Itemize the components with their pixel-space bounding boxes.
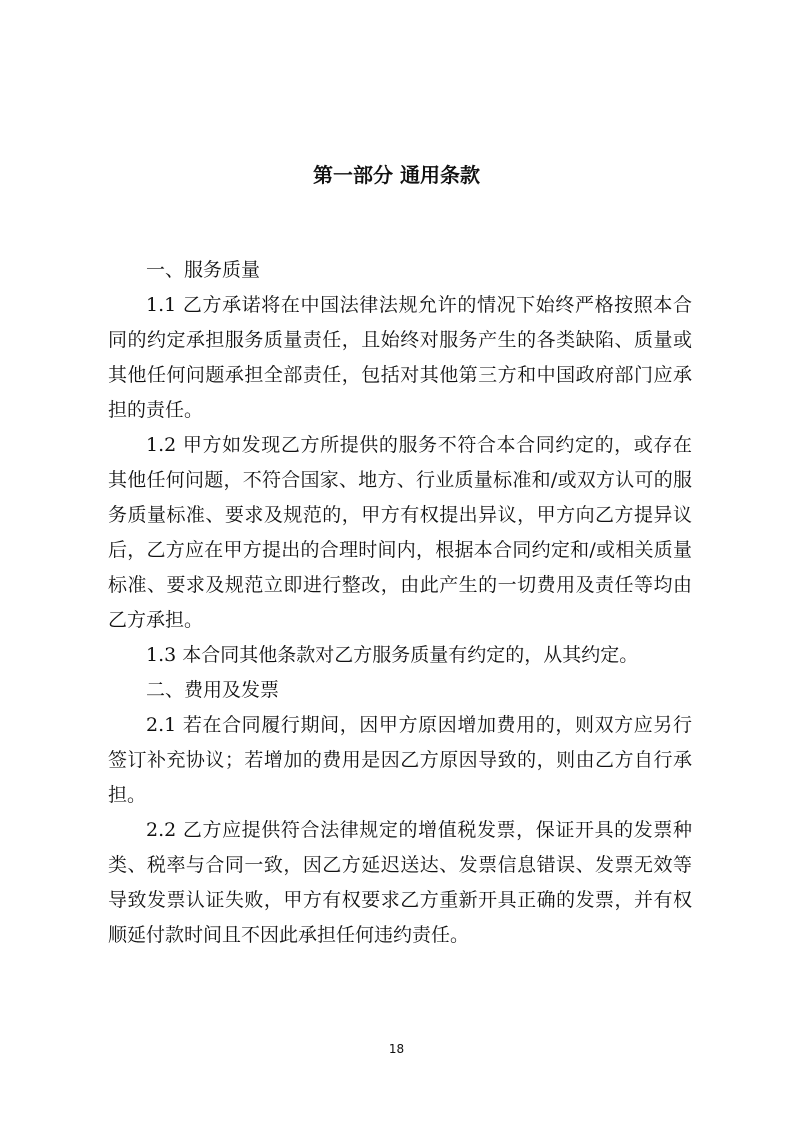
document-body	[108, 253, 692, 953]
page-title: 第一部分 通用条款	[313, 163, 480, 187]
section-heading-service-quality: 一、服务质量	[146, 259, 261, 281]
page-number: 18	[388, 1042, 405, 1056]
clause-1-3: 1.3 本合同其他条款对乙方服务质量有约定的，从其约定。	[146, 644, 639, 666]
section-heading-fees-invoices: 二、费用及发票	[146, 679, 280, 701]
clause-1-2: 1.2 甲方如发现乙方所提供的服务不符合本合同约定的，或存在其他任何问题，不符合国家、地方、行业质量标准和/或双方认可的服务质量标准、要求及规范的，甲方有权提出异议，甲方向乙方提异议后，乙方应在甲方提出的合理时间内，根据本合同约定和/或相关质量标准、要求及规范立即进行整改，由此产生的一切费用及责任等均由乙方承担。	[108, 434, 692, 631]
clause-2-1: 2.1 若在合同履行期间，因甲方原因增加费用的，则双方应另行签订补充协议；若增加的费用是因乙方原因导致的，则由乙方自行承担。	[108, 714, 692, 806]
clause-2-2: 2.2 乙方应提供符合法律规定的增值税发票，保证开具的发票种类、税率与合同一致，因乙方延迟送达、发票信息错误、发票无效等导致发票认证失败，甲方有权要求乙方重新开具正确的发票，并有权顺延付款时间且不因此承担任何违约责任。	[108, 819, 692, 946]
clause-1-1: 1.1 乙方承诺将在中国法律法规允许的情况下始终严格按照本合同的约定承担服务质量责任，且始终对服务产生的各类缺陷、质量或其他任何问题承担全部责任，包括对其他第三方和中国政府部门应承担的责任。	[108, 294, 692, 421]
